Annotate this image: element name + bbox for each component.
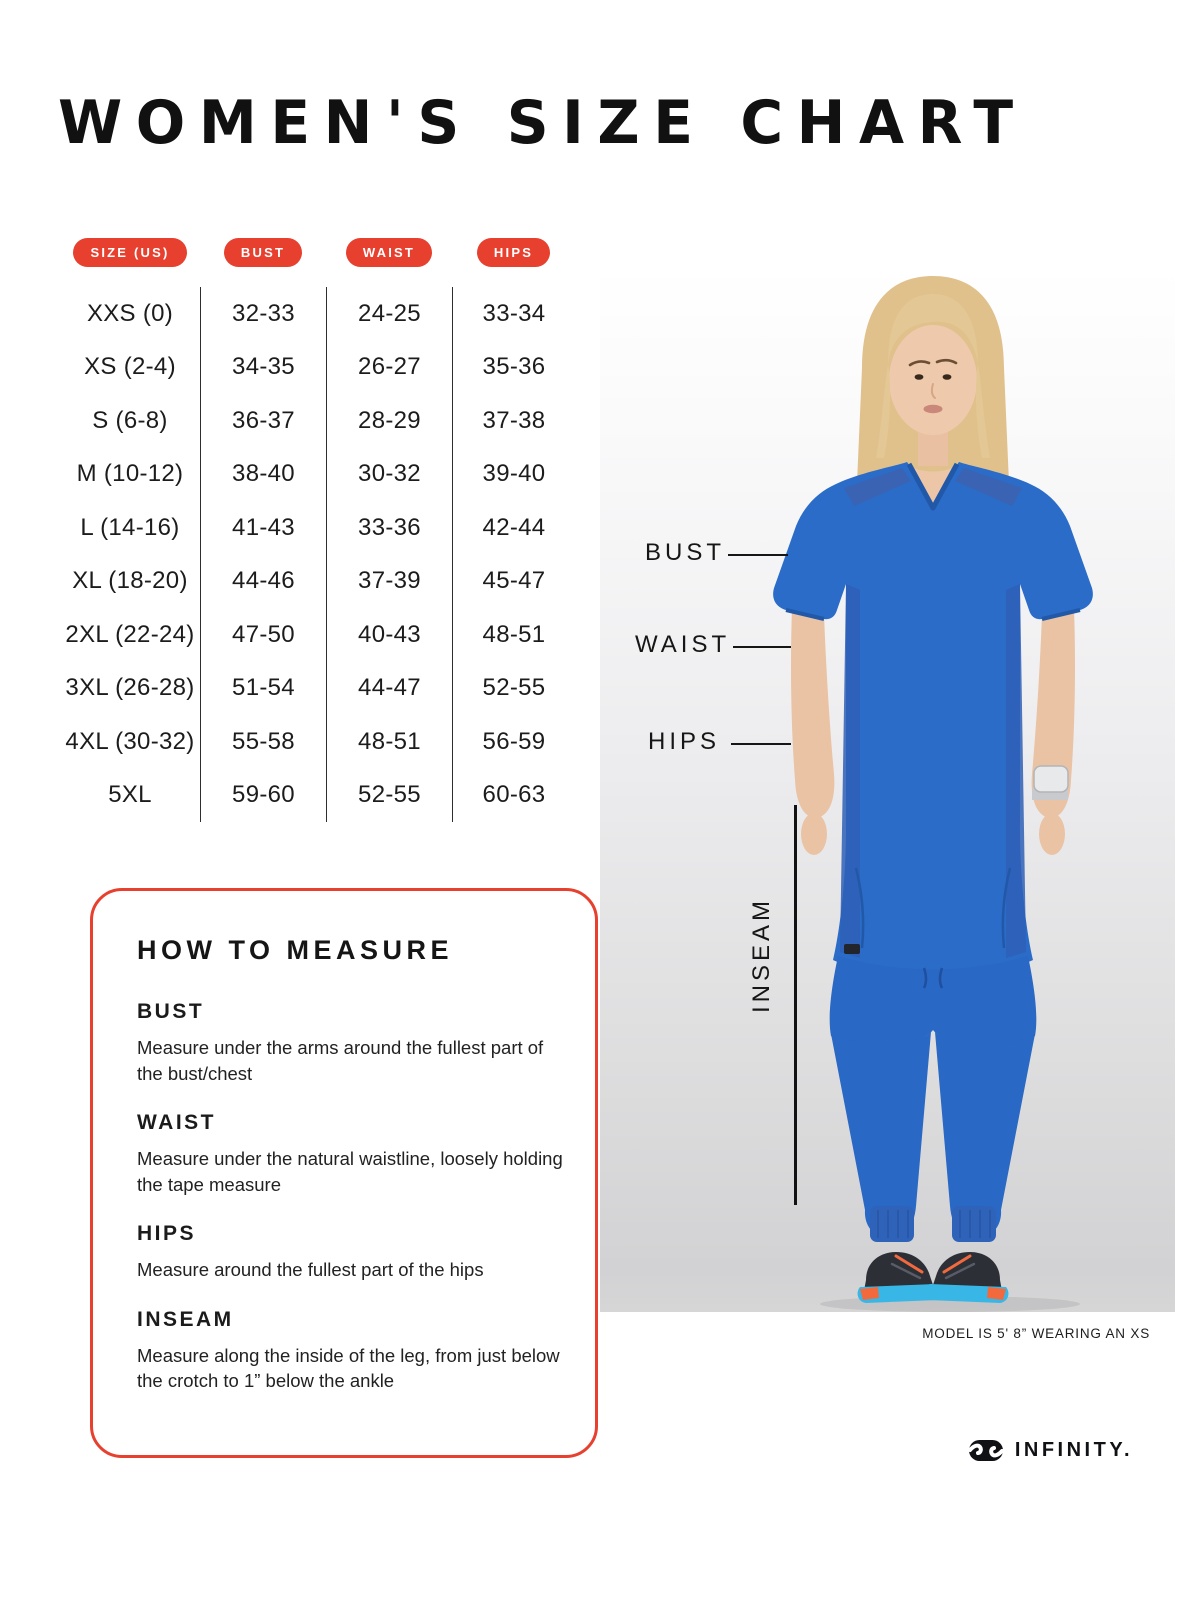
waist-cell: 33-36 — [326, 501, 452, 555]
size-cell: 3XL (26-28) — [65, 674, 195, 702]
table-header-row — [60, 238, 580, 267]
how-to-measure-box — [90, 888, 598, 1458]
infinity-icon — [969, 1437, 1003, 1463]
measure-item-label: BUST — [137, 1000, 205, 1023]
bust-cell: 38-40 — [200, 448, 326, 502]
hips-cell: 37-38 — [452, 394, 575, 448]
table-row — [60, 608, 580, 662]
waist-cell: 40-43 — [326, 608, 452, 662]
bust-cell: 44-46 — [200, 555, 326, 609]
bust-line — [728, 554, 788, 556]
header-pill: SIZE (US) — [73, 238, 186, 267]
brand-logo — [969, 1437, 1133, 1463]
measure-item-text: Measure along the inside of the leg, from just below the crotch to 1” below the ankle — [137, 1344, 560, 1392]
measure-item-label: WAIST — [137, 1111, 216, 1135]
table-row — [60, 555, 580, 609]
bust-cell: 59-60 — [200, 769, 326, 823]
waist-cell: 24-25 — [326, 287, 452, 341]
header-pill: HIPS — [477, 238, 550, 267]
hips-cell: 60-63 — [452, 769, 575, 823]
waist-cell: 37-39 — [326, 555, 452, 609]
size-cell: L (14-16) — [80, 513, 180, 541]
bust-cell: 32-33 — [200, 287, 326, 341]
size-table — [60, 238, 580, 822]
bust-label: BUST — [645, 539, 726, 566]
waist-label: WAIST — [635, 631, 731, 658]
table-row — [60, 501, 580, 555]
model-illustration — [600, 268, 1175, 1312]
waist-line — [733, 646, 791, 648]
size-cell: 2XL (22-24) — [65, 620, 195, 648]
measure-item-label: INSEAM — [137, 1307, 234, 1331]
hips-cell: 42-44 — [452, 501, 575, 555]
table-body — [60, 287, 580, 822]
measure-item-text: Measure under the natural waistline, loosely holding the tape measure — [137, 1148, 563, 1195]
size-cell: XXS (0) — [86, 299, 174, 327]
bust-cell: 47-50 — [200, 608, 326, 662]
measure-item — [137, 1000, 565, 1086]
table-row — [60, 448, 580, 502]
table-row — [60, 341, 580, 395]
measure-item — [137, 1111, 565, 1197]
waist-cell: 30-32 — [326, 448, 452, 502]
hips-cell: 48-51 — [452, 608, 575, 662]
hips-cell: 39-40 — [452, 448, 575, 502]
size-cell: S (6-8) — [92, 406, 168, 434]
size-cell: 4XL (30-32) — [65, 727, 195, 755]
measure-item — [137, 1222, 565, 1283]
measure-item-text: Measure under the arms around the fullest part of the bust/chest — [137, 1037, 544, 1084]
waist-cell: 28-29 — [326, 394, 452, 448]
model-caption: MODEL IS 5' 8” WEARING AN XS — [922, 1326, 1150, 1341]
header-pill: WAIST — [346, 238, 432, 267]
model-photo — [600, 268, 1175, 1312]
hips-cell: 56-59 — [452, 715, 575, 769]
bust-cell: 34-35 — [200, 341, 326, 395]
brand-wordmark: INFINITY. — [1014, 1438, 1133, 1461]
table-row — [60, 287, 580, 341]
hips-cell: 52-55 — [452, 662, 575, 716]
bust-cell: 51-54 — [200, 662, 326, 716]
table-row — [60, 662, 580, 716]
how-to-measure-title: HOW TO MEASURE — [137, 935, 454, 965]
bust-cell: 36-37 — [200, 394, 326, 448]
size-cell: M (10-12) — [76, 460, 184, 488]
hips-line — [731, 743, 791, 745]
waist-cell: 52-55 — [326, 769, 452, 823]
size-cell: XL (18-20) — [72, 567, 188, 595]
table-row — [60, 769, 580, 823]
hips-cell: 35-36 — [452, 341, 575, 395]
inseam-line — [794, 805, 797, 1205]
table-row — [60, 394, 580, 448]
waist-cell: 44-47 — [326, 662, 452, 716]
hips-label: HIPS — [648, 728, 721, 755]
size-cell: 5XL — [108, 781, 152, 809]
hips-cell: 33-34 — [452, 287, 575, 341]
hips-cell: 45-47 — [452, 555, 575, 609]
bust-cell: 41-43 — [200, 501, 326, 555]
measure-item-text: Measure around the fullest part of the hips — [137, 1259, 484, 1281]
header-pill: BUST — [224, 238, 302, 267]
measure-items — [137, 1000, 565, 1394]
measure-item-label: HIPS — [137, 1222, 197, 1246]
page-title: WOMEN'S SIZE CHART — [58, 88, 1027, 158]
measure-item — [137, 1308, 565, 1394]
waist-cell: 26-27 — [326, 341, 452, 395]
waist-cell: 48-51 — [326, 715, 452, 769]
table-row — [60, 715, 580, 769]
size-cell: XS (2-4) — [84, 353, 176, 381]
bust-cell: 55-58 — [200, 715, 326, 769]
inseam-label: INSEAM — [748, 897, 775, 1014]
